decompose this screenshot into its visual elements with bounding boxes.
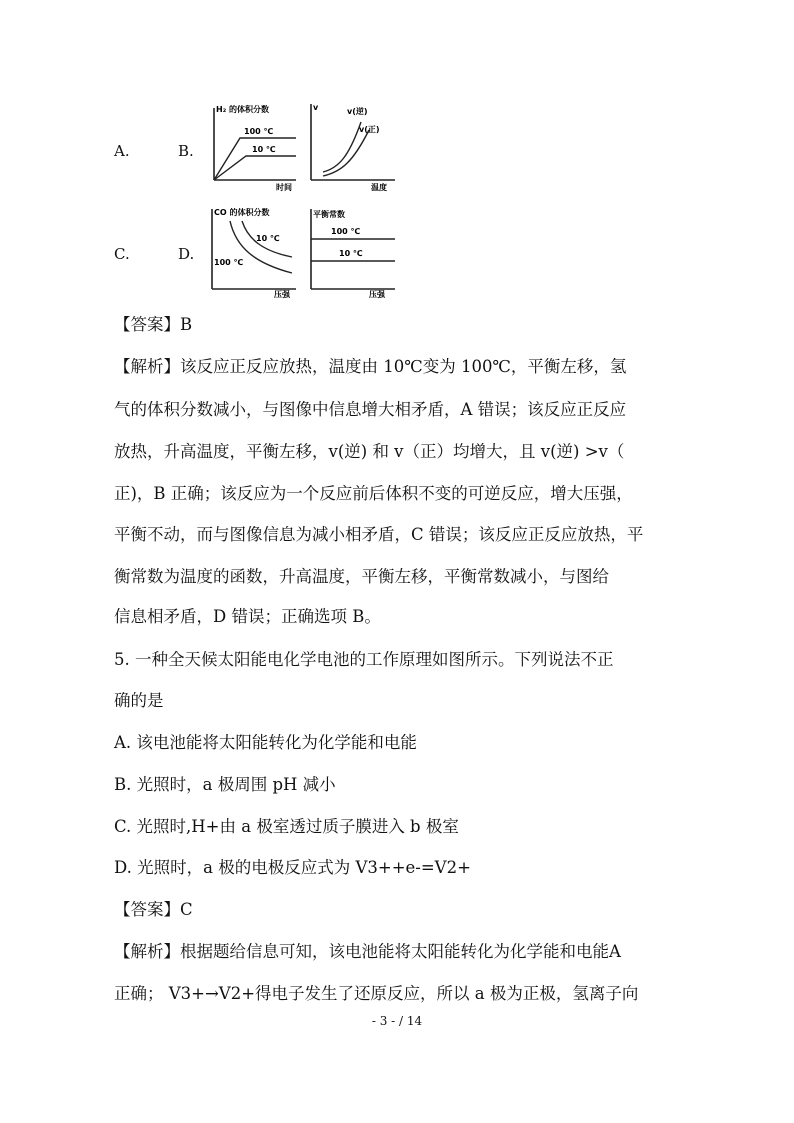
q5-answer: 【答案】C bbox=[114, 900, 193, 919]
graph-a-curve-high: 100 ℃ bbox=[244, 127, 274, 136]
graph-d-xlabel: 压强 bbox=[369, 290, 385, 299]
q4-answer: 【答案】B bbox=[114, 315, 193, 334]
q5-stem-line: 5. 一种全天候太阳能电化学电池的工作原理如图所示。下列说法不正 bbox=[114, 650, 614, 669]
graph-c-curve-low: 10 ℃ bbox=[256, 234, 280, 243]
q5-choice-d: D. 光照时，a 极的电极反应式为 V3++e-=V2+ bbox=[114, 858, 471, 877]
q5-choice-b: B. 光照时，a 极周围 pH 减小 bbox=[114, 775, 336, 794]
graph-a-curve-low: 10 ℃ bbox=[252, 145, 276, 154]
option-a-label: A. bbox=[114, 142, 130, 160]
graph-c-ylabel: CO 的体积分数 bbox=[214, 208, 270, 217]
graph-a bbox=[206, 100, 298, 196]
graph-c bbox=[206, 203, 298, 303]
q4-analysis-line: 信息相矛盾，D 错误；正确选项 B。 bbox=[114, 607, 381, 626]
q4-analysis-line: 正)，B 正确；该反应为一个反应前后体积不变的可逆反应，增大压强， bbox=[114, 484, 633, 503]
graph-b-curve-forward: v(正) bbox=[359, 125, 380, 134]
curve-v-reverse bbox=[323, 122, 361, 172]
graph-b bbox=[305, 100, 397, 196]
graph-d bbox=[305, 203, 397, 303]
q5-choice-c: C. 光照时,H+由 a 极室透过质子膜进入 b 极室 bbox=[114, 817, 459, 836]
graph-c-curve-high: 100 ℃ bbox=[214, 258, 244, 267]
page-number: - 3 - / 14 bbox=[371, 1014, 423, 1028]
graph-d-line-high: 100 ℃ bbox=[331, 227, 361, 236]
q4-analysis-line: 【解析】该反应正反应放热，温度由 10℃变为 100℃，平衡左移，氢 bbox=[114, 357, 627, 376]
q5-analysis-line: 正确； V3+→V2+得电子发生了还原反应，所以 a 极为正极，氢离子向 bbox=[114, 984, 639, 1003]
q5-analysis-line: 【解析】根据题给信息可知，该电池能将太阳能转化为化学能和电能A bbox=[114, 942, 621, 961]
option-b-label: B. bbox=[178, 142, 194, 160]
graph-a-xlabel: 时间 bbox=[276, 183, 292, 192]
q4-analysis-line: 气的体积分数减小，与图像中信息增大相矛盾，A 错误；该反应正反应 bbox=[114, 400, 627, 419]
option-c-label: C. bbox=[114, 245, 130, 263]
graph-b-xlabel: 温度 bbox=[371, 183, 387, 192]
option-d-label: D. bbox=[178, 245, 195, 263]
q4-analysis-line: 放热，升高温度，平衡左移，v(逆) 和 v（正）均增大，且 v(逆) >v（ bbox=[114, 442, 625, 461]
graph-d-ylabel: 平衡常数 bbox=[313, 210, 345, 219]
q4-analysis-line: 平衡不动，而与图像信息为减小相矛盾，C 错误；该反应正反应放热，平 bbox=[114, 525, 644, 544]
q5-choice-a: A. 该电池能将太阳能转化为化学能和电能 bbox=[114, 733, 417, 752]
graph-a-ylabel: H₂ 的体积分数 bbox=[216, 105, 269, 114]
graph-c-xlabel: 压强 bbox=[274, 290, 290, 299]
graph-b-ylabel: v bbox=[313, 103, 319, 112]
graph-b-curve-reverse: v(逆) bbox=[347, 107, 368, 116]
graph-d-line-low: 10 ℃ bbox=[339, 249, 363, 258]
q4-analysis-line: 衡常数为温度的函数，升高温度，平衡左移，平衡常数减小，与图给 bbox=[114, 567, 609, 586]
q5-stem-line: 确的是 bbox=[114, 691, 164, 710]
